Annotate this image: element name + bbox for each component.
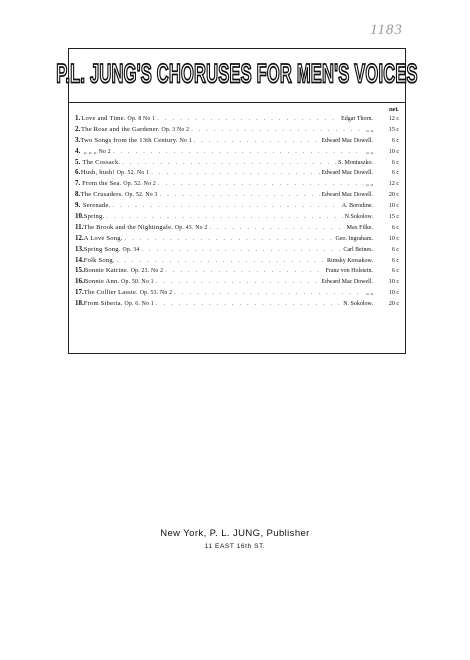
item-title xyxy=(83,223,207,234)
list-item xyxy=(75,276,399,287)
item-price: 6 c xyxy=(391,246,399,253)
item-composer: „ „ xyxy=(366,181,373,188)
item-price: 10 c xyxy=(388,290,399,297)
item-title xyxy=(82,179,156,190)
item-composer: Carl Beines. xyxy=(343,246,373,253)
item-number: 18. xyxy=(75,299,84,308)
item-number: 6. xyxy=(75,168,81,177)
item-composer: Edward Mac Dowell. xyxy=(321,137,373,144)
item-title-text: From Siberia. xyxy=(83,300,123,308)
leader-dots xyxy=(112,201,339,212)
item-opus: Op. 43. No 2 xyxy=(174,224,208,231)
item-title xyxy=(84,245,140,256)
item-title-text: A Love Song. xyxy=(83,234,123,242)
leader-dots xyxy=(160,190,320,201)
item-number: 12. xyxy=(75,233,84,242)
leader-dots xyxy=(113,147,364,158)
list-item xyxy=(75,189,399,200)
item-number: 10. xyxy=(75,212,84,221)
item-opus: Op. 34 xyxy=(122,246,140,253)
item-opus: Op. 3 No 2 xyxy=(161,126,190,133)
leader-dots xyxy=(117,256,325,267)
item-price: 10 c xyxy=(388,203,399,210)
item-number: 8. xyxy=(75,190,81,199)
item-title-text: The Rose and the Gardener. xyxy=(80,125,160,133)
item-price: 6 c xyxy=(391,159,399,166)
item-title xyxy=(82,158,120,169)
item-title xyxy=(84,299,154,310)
contents-frame xyxy=(56,48,418,354)
leader-dots xyxy=(156,299,341,310)
list-item xyxy=(75,167,399,178)
item-title xyxy=(84,147,111,158)
item-title-text: Bonnie Ann. xyxy=(83,278,120,286)
item-title-text: „ „ „ xyxy=(83,147,97,155)
item-number: 11. xyxy=(75,222,84,231)
item-title xyxy=(84,234,123,245)
item-price: 6 c xyxy=(391,257,399,264)
publisher-address: 11 EAST 16th ST. xyxy=(204,543,266,550)
item-composer: Edward Mac Dowell. xyxy=(321,170,373,177)
item-title xyxy=(81,168,149,179)
item-title-text: The Collier Lassie. xyxy=(83,289,138,297)
item-composer: A. Borodine. xyxy=(341,203,373,210)
item-price: 10 c xyxy=(388,148,399,155)
list-item xyxy=(75,222,399,233)
leader-dots xyxy=(157,114,339,125)
item-title-text: Hush, hush! xyxy=(80,169,115,177)
item-title xyxy=(80,136,192,147)
item-opus: Op. 6. No 1 xyxy=(124,301,154,308)
item-composer: Max Filke. xyxy=(346,224,373,231)
list-item xyxy=(75,265,399,276)
item-opus: Op. 52. No 1 xyxy=(116,170,150,177)
list-item xyxy=(75,146,399,157)
leader-dots xyxy=(122,158,336,169)
leader-dots xyxy=(156,277,320,288)
item-composer: Edward Mac Dowell. xyxy=(321,192,373,199)
item-title xyxy=(81,125,189,136)
list-item xyxy=(75,157,399,168)
item-number: 16. xyxy=(75,277,84,286)
leader-dots xyxy=(151,168,319,179)
item-title xyxy=(81,114,155,125)
corner-catalog-mark: 1183 xyxy=(370,22,403,38)
item-price: 10 c xyxy=(388,279,399,286)
item-price: 6 c xyxy=(391,224,399,231)
item-price: 12 c xyxy=(388,116,399,122)
list-item xyxy=(75,124,399,135)
leader-dots xyxy=(125,234,334,245)
item-opus: No 2 xyxy=(98,148,111,155)
divider xyxy=(69,102,405,103)
list-item xyxy=(75,178,399,189)
item-opus: No 1 xyxy=(179,137,192,144)
item-title-text: Folk Song. xyxy=(83,256,115,264)
header-box xyxy=(56,49,418,102)
item-title-text: From the Sea. xyxy=(82,180,122,188)
item-title xyxy=(83,201,111,212)
item-title xyxy=(81,190,158,201)
item-title xyxy=(84,256,115,267)
item-composer: N. Sokolow. xyxy=(343,301,373,308)
leader-dots xyxy=(158,179,364,190)
item-number: 4. xyxy=(75,146,81,155)
item-title-text: The Crusaders. xyxy=(80,191,124,199)
item-title-text: Serenade. xyxy=(82,202,111,210)
item-number: 17. xyxy=(75,288,84,297)
item-number: 1. xyxy=(75,114,81,122)
item-title-text: Love and Time. xyxy=(81,115,126,122)
list-item xyxy=(75,233,399,244)
item-title xyxy=(84,277,154,288)
item-price: 20 c xyxy=(388,301,399,308)
item-number: 13. xyxy=(75,244,84,253)
item-composer: S. Moniuszko. xyxy=(338,159,373,166)
leader-dots xyxy=(191,125,364,136)
item-number: 3. xyxy=(75,135,81,144)
leader-dots xyxy=(174,288,364,299)
item-title-text: The Cossack. xyxy=(82,158,121,166)
item-opus: Op. 53. No 2 xyxy=(139,290,173,297)
page-title: P.L. JUNG'S CHORUSES FOR MEN'S VOICES xyxy=(56,60,418,90)
item-composer: Edgar Thorn. xyxy=(341,116,373,122)
song-list xyxy=(75,113,399,309)
item-title xyxy=(84,288,173,299)
leader-dots xyxy=(106,212,342,223)
leader-dots xyxy=(194,136,320,147)
list-item xyxy=(75,255,399,266)
item-price: 6 c xyxy=(391,268,399,275)
item-price: 6 c xyxy=(391,137,399,144)
item-opus: Op. 52. No 3 xyxy=(125,192,158,199)
item-price: 15 c xyxy=(388,126,399,133)
item-number: 9. xyxy=(75,201,81,210)
item-title xyxy=(84,212,105,223)
item-price: 10 c xyxy=(388,235,399,242)
item-composer: „ „ xyxy=(366,148,373,155)
item-number: 2. xyxy=(75,124,81,133)
price-column-header: net. xyxy=(389,106,399,113)
item-composer: Franz von Holstein. xyxy=(325,268,373,275)
item-composer: „ „ xyxy=(366,126,373,133)
item-opus: Op. 50. No 1 xyxy=(121,279,154,286)
item-price: 12 c xyxy=(388,181,399,188)
item-title-text: Two Songs from the 13th Century. xyxy=(80,136,178,144)
item-title-text: The Brook and the Nightingale. xyxy=(83,223,174,231)
publisher-line: New York, P. L. JUNG, Publisher xyxy=(160,528,310,539)
list-item xyxy=(75,211,399,222)
item-title xyxy=(84,266,164,277)
leader-dots xyxy=(209,223,344,234)
list-item xyxy=(75,135,399,146)
item-title-text: Spring Song. xyxy=(83,245,121,253)
item-composer: Geo. Ingraham. xyxy=(335,235,373,242)
item-number: 7. xyxy=(75,179,81,188)
item-number: 15. xyxy=(75,266,84,275)
leader-dots xyxy=(165,266,323,277)
leader-dots xyxy=(141,245,341,256)
item-composer: Rimsky Korsakow. xyxy=(327,257,373,264)
list-item xyxy=(75,200,399,211)
item-title-text: Bonnie Katrine. xyxy=(83,267,129,275)
item-price: 15 c xyxy=(388,214,399,221)
list-item xyxy=(75,298,399,309)
item-title-text: Spring. xyxy=(83,213,105,221)
item-composer: „ „ xyxy=(366,290,373,297)
item-price: 20 c xyxy=(388,192,399,199)
item-number: 14. xyxy=(75,255,84,264)
item-opus: Op. 8 No 1 xyxy=(127,116,156,122)
list-item xyxy=(75,113,399,124)
item-opus: Op. 23. No 2 xyxy=(130,268,164,275)
item-number: 5. xyxy=(75,157,81,166)
item-composer: Edward Mac Dowell. xyxy=(321,279,373,286)
list-item xyxy=(75,244,399,255)
item-price: 6 c xyxy=(391,170,399,177)
item-opus: Op. 52. No 2 xyxy=(123,181,156,188)
item-composer: N.Sokolow. xyxy=(344,214,373,221)
list-item xyxy=(75,287,399,298)
